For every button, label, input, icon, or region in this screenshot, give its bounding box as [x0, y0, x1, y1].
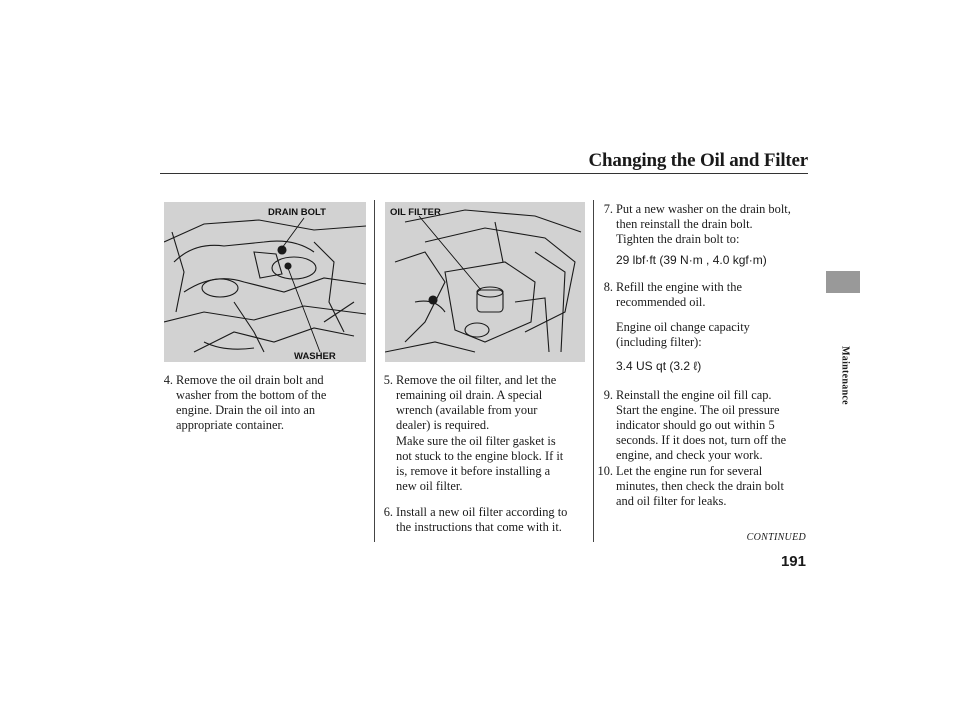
- step-number: 7.: [603, 202, 613, 216]
- page-number: 191: [780, 553, 806, 570]
- engine-block-illustration: [385, 202, 585, 362]
- step-8: [593, 280, 808, 310]
- step-text: Install a new oil filter according to the instructions that come with it.: [396, 505, 568, 534]
- step-text: Reinstall the engine oil fill cap. Start the engine. The oil pressure indicator should go out within 5 seconds. If it does not, turn off the engine, and check your work.: [616, 388, 787, 462]
- step-text: Remove the oil filter, and let the remaining oil drain. A special wrench (available from your dealer) is required.: [396, 373, 557, 432]
- step-number: 4.: [163, 373, 173, 387]
- step-text: Refill the engine with the recommended oil.: [616, 280, 742, 309]
- page-title: Changing the Oil and Filter: [588, 150, 808, 171]
- step-text: Let the engine run for several minutes, then check the drain bolt and oil filter for leaks.: [616, 464, 784, 508]
- section-tab-label: Maintenance: [839, 346, 851, 405]
- step-9: [593, 388, 808, 463]
- step-5: [373, 373, 583, 433]
- step-4: [153, 373, 363, 433]
- step-10: [593, 464, 808, 509]
- step-5-note: Make sure the oil filter gasket is not stuck to the engine block. If it is, remove it before installing a new oil filter.: [396, 434, 564, 493]
- step-6: [373, 505, 583, 535]
- oil-capacity-note: Engine oil change capacity (including filter):: [616, 320, 750, 349]
- header-rule: [160, 173, 808, 174]
- step-text: Put a new washer on the drain bolt, then reinstall the drain bolt. Tighten the drain bolt to:: [616, 202, 791, 246]
- step-number: 6.: [383, 505, 393, 519]
- step-number: 5.: [383, 373, 393, 387]
- oil-filter-figure: [385, 202, 585, 362]
- step-7: [593, 202, 808, 247]
- step-text: Remove the oil drain bolt and washer from the bottom of the engine. Drain the oil into an appropriate container.: [176, 373, 327, 432]
- step-number: 9.: [603, 388, 613, 402]
- continued-label: CONTINUED: [746, 532, 806, 543]
- oil-filter-label: OIL FILTER: [390, 207, 441, 218]
- drain-bolt-label: DRAIN BOLT: [268, 207, 326, 218]
- drain-bolt-figure: [164, 202, 366, 362]
- step-number: 8.: [603, 280, 613, 294]
- washer-label: WASHER: [294, 351, 336, 362]
- torque-spec: 29 lbf·ft (39 N·m , 4.0 kgf·m): [616, 253, 767, 267]
- engine-underside-illustration: [164, 202, 366, 362]
- section-tab-marker: [826, 271, 860, 293]
- oil-capacity-spec: 3.4 US qt (3.2 ℓ): [616, 359, 702, 373]
- column-divider-1: [374, 200, 375, 542]
- step-number: 10.: [597, 464, 613, 478]
